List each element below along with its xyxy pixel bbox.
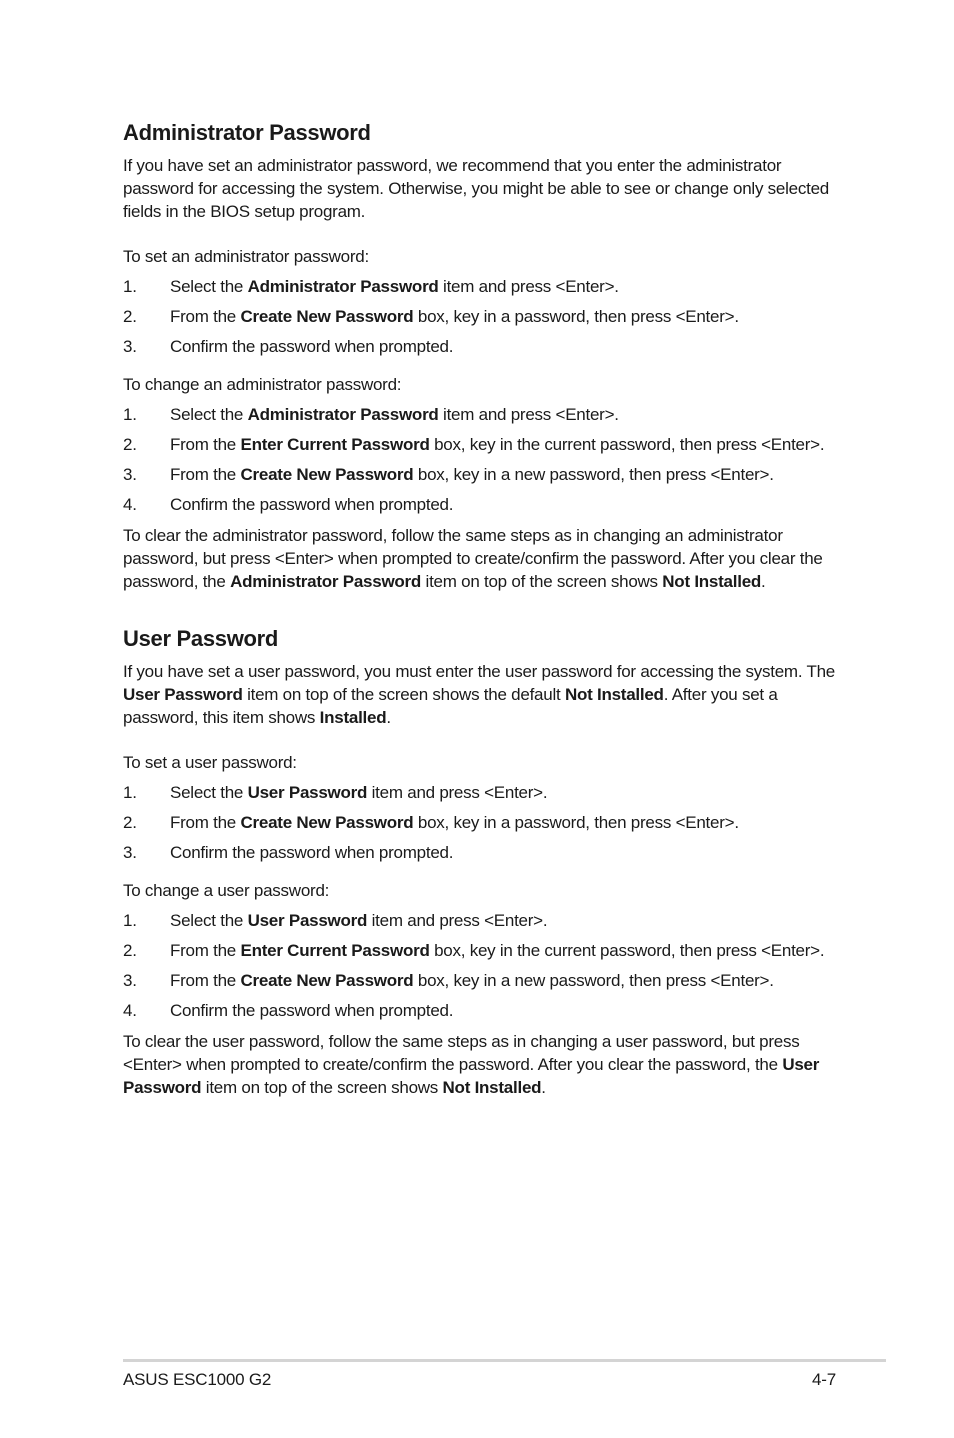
step-text: Select the	[170, 277, 248, 296]
step-number: 4.	[123, 495, 137, 514]
step-number: 1.	[123, 911, 137, 930]
list-item	[123, 275, 853, 298]
step-text: Select the	[170, 911, 248, 930]
step-text: From the	[170, 941, 241, 960]
step-bold: Create New Password	[240, 813, 414, 832]
list-item	[123, 939, 853, 962]
step-bold: Create New Password	[240, 465, 414, 484]
section-heading: Administrator Password	[123, 120, 371, 145]
step-text: Confirm the password when prompted.	[170, 843, 454, 862]
list-item	[123, 463, 853, 486]
list-item	[123, 493, 853, 516]
step-text: item and press <Enter>.	[438, 405, 619, 424]
step-bold: User Password	[247, 911, 368, 930]
set-steps-list	[123, 275, 853, 358]
step-text: From the	[170, 465, 241, 484]
step-bold: Administrator Password	[247, 277, 439, 296]
admin-password-section	[123, 118, 853, 593]
step-number: 2.	[123, 307, 137, 326]
step-text: Select the	[170, 783, 248, 802]
step-text: item and press <Enter>.	[438, 277, 619, 296]
list-item	[123, 781, 853, 804]
step-number: 3.	[123, 337, 137, 356]
document-page	[123, 118, 853, 1099]
clear-paragraph: To clear the administrator password, follow the same steps as in changing an administrator password, but press <Enter> when prompted to create/confirm the password. After you clear the password, the Administrator Password item on top of the screen shows Not Installed.	[123, 526, 823, 591]
step-text: Confirm the password when prompted.	[170, 495, 454, 514]
step-text: Confirm the password when prompted.	[170, 1001, 454, 1020]
step-number: 1.	[123, 277, 137, 296]
section-intro: If you have set an administrator password, we recommend that you enter the administrator password for accessing the system. Otherwise, you might be able to see or change only selected fields in the BIOS setup program.	[123, 156, 829, 221]
step-number: 1.	[123, 783, 137, 802]
footer-page-number: 4-7	[812, 1370, 836, 1389]
step-text: Select the	[170, 405, 248, 424]
step-number: 2.	[123, 435, 137, 454]
step-text: box, key in a new password, then press <Enter>.	[413, 971, 774, 990]
step-text: box, key in the current password, then press <Enter>.	[429, 941, 825, 960]
set-lead: To set a user password:	[123, 753, 297, 772]
list-item	[123, 841, 853, 864]
user-password-section	[123, 624, 853, 1099]
step-text: item and press <Enter>.	[367, 783, 548, 802]
step-number: 3.	[123, 843, 137, 862]
step-bold: Create New Password	[240, 307, 414, 326]
step-bold: Create New Password	[240, 971, 414, 990]
step-text: item and press <Enter>.	[367, 911, 548, 930]
step-text: From the	[170, 307, 241, 326]
list-item	[123, 335, 853, 358]
list-item	[123, 403, 853, 426]
step-text: box, key in the current password, then press <Enter>.	[429, 435, 825, 454]
footer-divider	[123, 1359, 886, 1362]
step-number: 3.	[123, 465, 137, 484]
list-item	[123, 811, 853, 834]
change-steps-list	[123, 403, 853, 516]
list-item	[123, 909, 853, 932]
section-heading: User Password	[123, 626, 279, 651]
section-intro: If you have set a user password, you must enter the user password for accessing the system. The User Password item on top of the screen shows the default Not Installed. After you set a password, this item shows Installed.	[123, 662, 836, 727]
step-text: From the	[170, 435, 241, 454]
list-item	[123, 999, 853, 1022]
step-bold: Enter Current Password	[240, 941, 430, 960]
step-text: From the	[170, 813, 241, 832]
step-text: From the	[170, 971, 241, 990]
step-text: box, key in a new password, then press <Enter>.	[413, 465, 774, 484]
change-steps-list	[123, 909, 853, 1022]
step-number: 2.	[123, 941, 137, 960]
set-lead: To set an administrator password:	[123, 247, 369, 266]
step-number: 1.	[123, 405, 137, 424]
footer-product-name: ASUS ESC1000 G2	[123, 1370, 272, 1389]
change-lead: To change an administrator password:	[123, 375, 402, 394]
list-item	[123, 969, 853, 992]
step-bold: Administrator Password	[247, 405, 439, 424]
clear-paragraph: To clear the user password, follow the same steps as in changing a user password, but press <Enter> when prompted to create/confirm the password. After you clear the password, the User Password item on top of the screen shows Not Installed.	[123, 1032, 820, 1097]
step-bold: User Password	[247, 783, 368, 802]
step-number: 2.	[123, 813, 137, 832]
step-bold: Enter Current Password	[240, 435, 430, 454]
change-lead: To change a user password:	[123, 881, 330, 900]
list-item	[123, 305, 853, 328]
set-steps-list	[123, 781, 853, 864]
step-text: Confirm the password when prompted.	[170, 337, 454, 356]
list-item	[123, 433, 853, 456]
step-text: box, key in a password, then press <Enter>.	[413, 307, 739, 326]
step-number: 4.	[123, 1001, 137, 1020]
step-text: box, key in a password, then press <Enter>.	[413, 813, 739, 832]
step-number: 3.	[123, 971, 137, 990]
